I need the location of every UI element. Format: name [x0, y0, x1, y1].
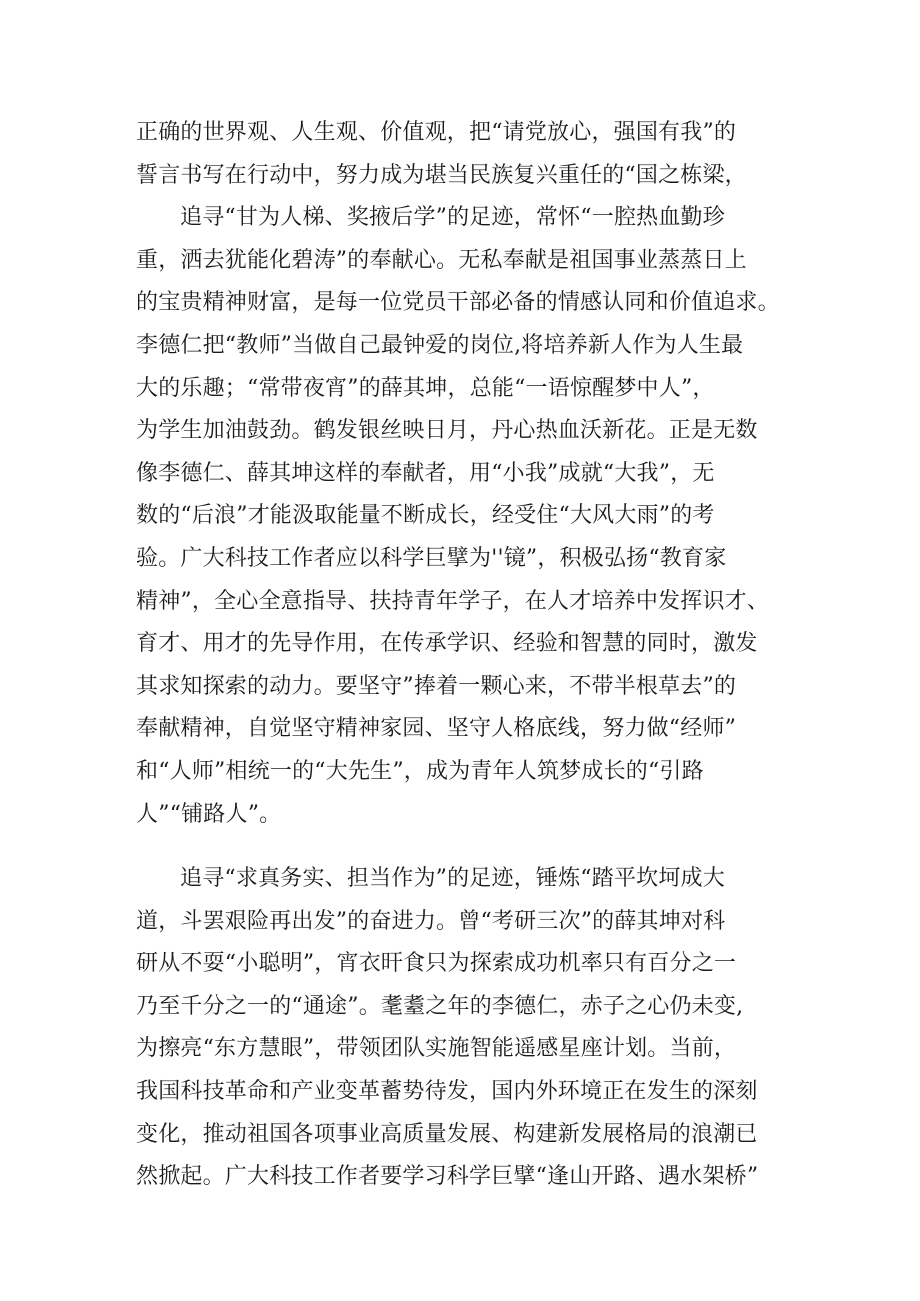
text-line: 奉献精神，自觉坚守精神家园、坚守人格底线，努力做“经师” [136, 716, 737, 742]
text-line: 道，斗罢艰险再出发”的奋进力。曾“考研三次”的薛其坤对科 [136, 908, 726, 934]
text-line: 像李德仁、薛其坤这样的奉献者，用“小我”成就“大我”，无 [136, 460, 715, 486]
text-line: 为学生加油鼓劲。鹤发银丝映日月，丹心热血沃新花。正是无数 [136, 418, 758, 444]
text-line: 精神”，全心全意指导、扶持青年学子，在人才培养中发挥识才、 [136, 588, 770, 614]
paragraph-spacer [136, 836, 796, 858]
text-line: 验。广大科技工作者应以科学巨擘为''镜”，积极弘扬“教育家 [136, 545, 727, 571]
text-line: 大的乐趣；“常带夜宵”的薛其坤，总能“一语惊醒梦中人”， [136, 375, 715, 401]
text-line: 追寻“甘为人梯、奖掖后学”的足迹，常怀“一腔热血勤珍 [180, 205, 725, 231]
text-line: 追寻“求真务实、担当作为”的足迹，锤炼“踏平坎坷成大 [180, 866, 725, 892]
text-line: 和“人师”相统一的“大先生”，成为青年人筑梦成长的“引路 [136, 758, 704, 784]
text-line: 然掀起。广大科技工作者要学习科学巨擘“逢山开路、遇水架桥” [136, 1164, 759, 1190]
text-line: 育才、用才的先导作用，在传承学识、经验和智慧的同时，激发 [136, 631, 758, 657]
paragraph-2 [136, 197, 796, 836]
document-body [136, 112, 796, 1199]
text-line: 我国科技革命和产业变革蓄势待发，国内外环境正在发生的深刻 [136, 1079, 758, 1105]
text-line: 李德仁把“教师”当做自己最钟爱的岗位,将培养新人作为人生最 [136, 332, 744, 358]
text-line: 其求知探索的动力。要坚守”捧着一颗心来，不带半根草去”的 [136, 673, 737, 699]
paragraph-1 [136, 112, 796, 197]
text-line: 为擦亮“东方慧眼”，带领团队实施智能遥感星座计划。当前， [136, 1036, 737, 1062]
text-line: 变化，推动祖国各项事业高质量发展、构建新发展格局的浪潮已 [136, 1121, 758, 1147]
text-line: 正确的世界观、人生观、价值观，把“请党放心，强国有我”的 [136, 120, 737, 145]
text-line: 的宝贵精神财富，是每一位党员干部必备的情感认同和价值追求。 [136, 290, 780, 316]
text-line: 数的“后浪”才能汲取能量不断成长，经受住“大风大雨”的考 [136, 503, 715, 529]
text-line: 人”“铺路人”。 [136, 801, 282, 827]
text-line: 誓言书写在行动中，努力成为堪当民族复兴重任的“国之栋梁， [136, 162, 747, 188]
text-line: 乃至千分之一的“通途”。耄耋之年的李德仁，赤子之心仍未变, [136, 993, 744, 1019]
text-line: 研从不耍“小聪明”，宵衣旰食只为探索成功机率只有百分之一 [136, 951, 737, 977]
paragraph-3 [136, 858, 796, 1199]
text-line: 重，洒去犹能化碧涛”的奉献心。无私奉献是祖国事业蒸蒸日上 [136, 247, 747, 273]
